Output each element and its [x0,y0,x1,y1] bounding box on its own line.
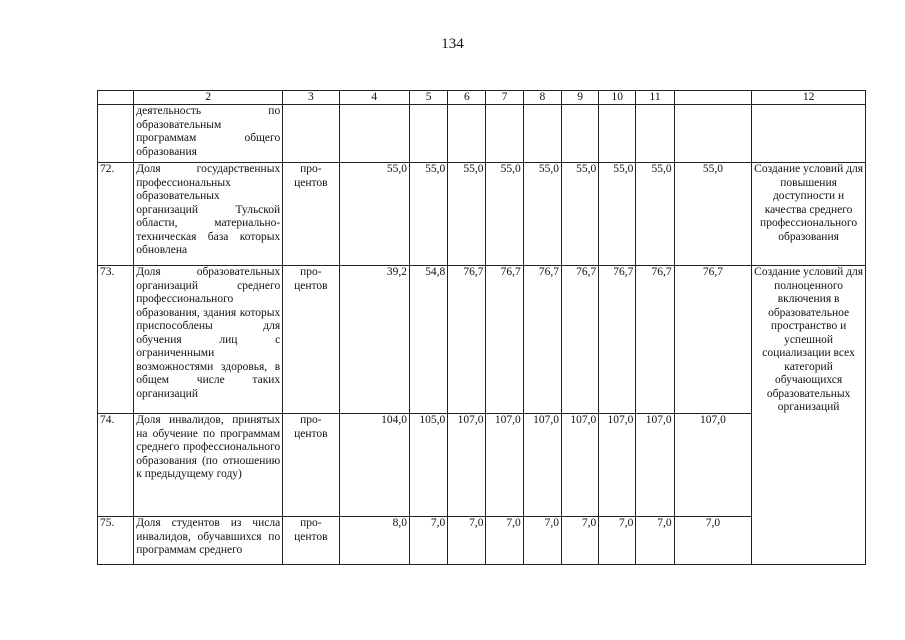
header-cell: 4 [339,91,409,105]
table-row-continuation [98,105,866,163]
value-cell: 55,0 [674,163,752,266]
indicators-table [97,90,866,565]
value-cell: 55,0 [486,163,523,266]
description-cell: Доля студентов из числа инвалидов, обучавшихся по программам среднего [134,517,283,565]
unit-line: про- [300,266,322,278]
header-cell-number [98,91,134,105]
value-cell: 107,0 [599,414,636,517]
value-cell [636,105,674,163]
value-cell: 55,0 [599,163,636,266]
header-cell: 6 [448,91,486,105]
value-cell: 107,0 [636,414,674,517]
unit-line: центов [294,279,328,292]
value-cell: 7,0 [410,517,448,565]
header-cell: 5 [410,91,448,105]
row-number: 75. [98,517,134,565]
value-cell: 7,0 [523,517,561,565]
value-cell: 7,0 [561,517,598,565]
header-cell: 8 [523,91,561,105]
unit-line: центов [294,427,328,440]
header-cell: 10 [599,91,636,105]
value-cell: 76,7 [599,266,636,414]
value-cell [486,105,523,163]
value-cell: 76,7 [486,266,523,414]
value-cell [674,105,752,163]
value-cell: 55,0 [561,163,598,266]
table-row [98,266,866,414]
value-cell: 76,7 [448,266,486,414]
value-cell: 7,0 [674,517,752,565]
description-cell: Доля образовательных организаций среднего профессионального образования, здания которых приспособлены для обучения лиц с ограниченными возможностями здоровья, в общем числе таких организаций [134,266,283,414]
row-number: 72. [98,163,134,266]
value-cell: 7,0 [448,517,486,565]
value-cell: 76,7 [636,266,674,414]
description-cell: деятельность по образовательным программам общего образования [134,105,283,163]
note-cell [752,105,866,163]
value-cell: 76,7 [523,266,561,414]
value-cell [448,105,486,163]
value-cell: 107,0 [674,414,752,517]
value-cell: 55,0 [448,163,486,266]
header-cell: 12 [752,91,866,105]
value-cell: 54,8 [410,266,448,414]
table-row [98,414,866,517]
unit-line: про- [300,414,322,426]
value-cell: 76,7 [561,266,598,414]
value-cell: 7,0 [636,517,674,565]
value-cell: 104,0 [339,414,409,517]
unit-cell [283,517,339,565]
header-cell: 9 [561,91,598,105]
value-cell [599,105,636,163]
header-cell: 7 [486,91,523,105]
description-cell: Доля инвалидов, принятых на обучение по программам среднего профессионального образования (по отношению к предыдущему году) [134,414,283,517]
value-cell: 7,0 [486,517,523,565]
value-cell: 105,0 [410,414,448,517]
note-cell: Создание условий для полноценного включения в образовательное пространство и успешной социализации всех категорий обучающихся образовательных организаций [752,266,866,565]
value-cell: 39,2 [339,266,409,414]
value-cell: 8,0 [339,517,409,565]
unit-line: центов [294,530,328,543]
page-number: 134 [441,36,464,52]
table-row [98,517,866,565]
header-cell: 3 [283,91,339,105]
header-cell: 2 [134,91,283,105]
value-cell: 55,0 [339,163,409,266]
value-cell [410,105,448,163]
value-cell: 76,7 [674,266,752,414]
unit-cell [283,414,339,517]
value-cell [523,105,561,163]
number-cell [98,105,134,163]
value-cell [339,105,409,163]
note-cell: Создание условий для повышения доступности и качества среднего профессионального образования [752,163,866,266]
row-number: 73. [98,266,134,414]
header-cell: 11 [636,91,674,105]
unit-line: центов [294,176,328,189]
unit-line: про- [300,517,322,529]
value-cell: 107,0 [486,414,523,517]
value-cell: 55,0 [523,163,561,266]
row-number: 74. [98,414,134,517]
value-cell: 55,0 [410,163,448,266]
value-cell: 55,0 [636,163,674,266]
value-cell: 107,0 [523,414,561,517]
unit-cell [283,266,339,414]
description-cell: Доля государственных профессиональных образовательных организаций Тульской области, материально-техническая база которых обновлена [134,163,283,266]
value-cell: 107,0 [561,414,598,517]
value-cell [561,105,598,163]
header-cell [674,91,752,105]
unit-line: про- [300,163,322,175]
unit-cell [283,163,339,266]
value-cell: 107,0 [448,414,486,517]
unit-cell [283,105,339,163]
table-row [98,163,866,266]
header-row [98,91,866,105]
value-cell: 7,0 [599,517,636,565]
